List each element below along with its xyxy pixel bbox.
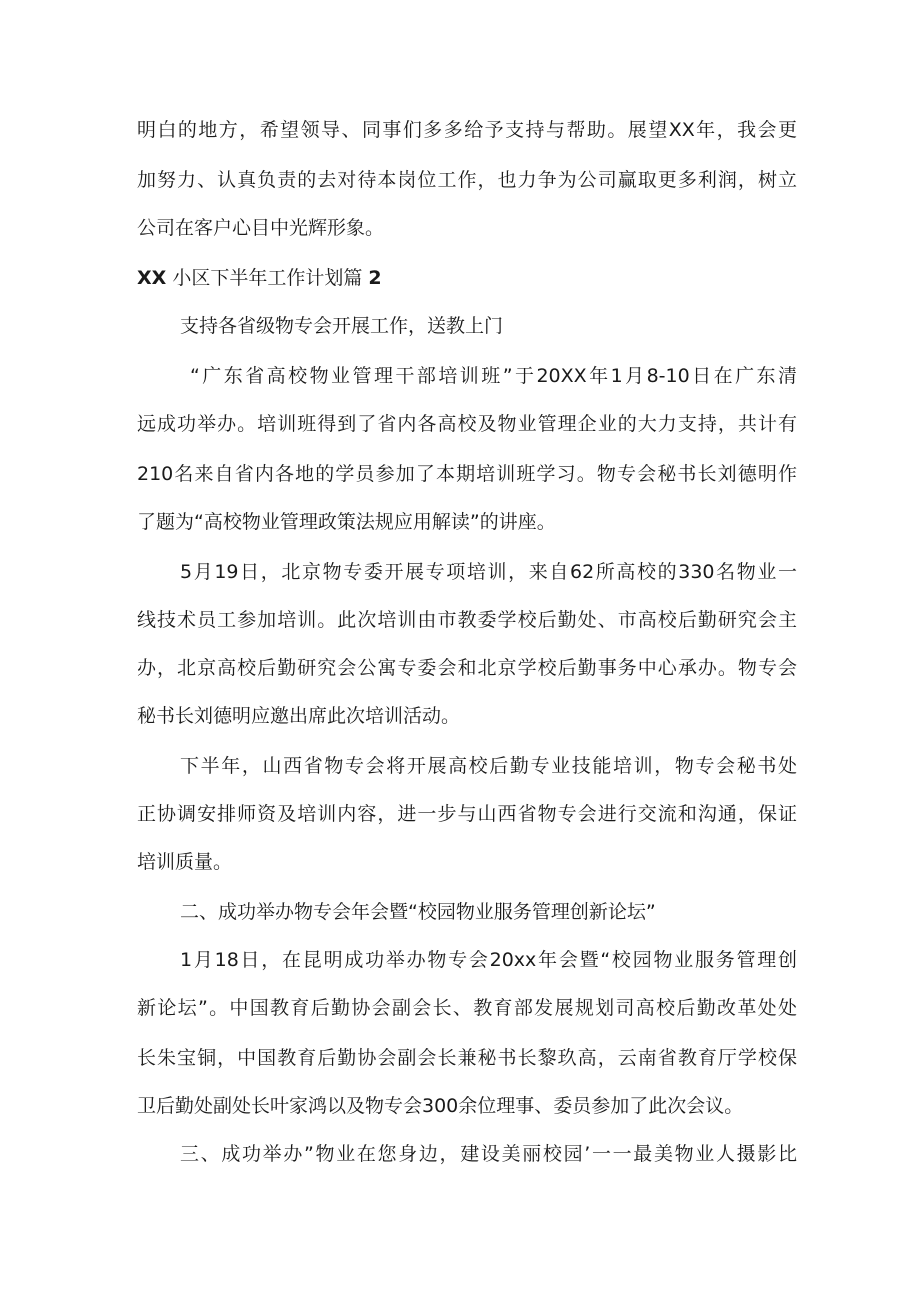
paragraph-line: 5月19日，北京物专委开展专项培训，来自62所高校的330名物业一 (180, 561, 797, 583)
paragraph-line: 210名来自省内各地的学员参加了本期培训班学习。物专会秘书长刘德明作 (137, 463, 797, 485)
paragraph-line: 新论坛”。中国教育后勤协会副会长、教育部发展规划司高校后勤改革处处 (137, 997, 797, 1019)
paragraph-line: 办，北京高校后勤研究会公寓专委会和北京学校后勤事务中心承办。物专会 (137, 657, 797, 679)
paragraph-line: 了题为“高校物业管理政策法规应用解读”的讲座。 (137, 511, 556, 533)
paragraph-line: 明白的地方，希望领导、同事们多多给予支持与帮助。展望XX年，我会更 (137, 119, 797, 141)
subheading-line: 二、成功举办物专会年会暨“校园物业服务管理创新论坛” (180, 901, 656, 923)
paragraph-line: 加努力、认真负责的去对待本岗位工作，也力争为公司赢取更多利润，树立 (137, 169, 797, 191)
heading-prefix: XX (137, 267, 167, 289)
paragraph-line: 公司在客户心目中光辉形象。 (137, 217, 385, 239)
paragraph-line: “广东省高校物业管理干部培训班”于20XX年1月8-10日在广东清 (190, 365, 797, 387)
heading-number: 2 (368, 267, 382, 289)
section-heading (137, 266, 382, 290)
paragraph-line: 下半年，山西省物专会将开展高校后勤专业技能培训，物专会秘书处 (180, 755, 797, 777)
paragraph-line: 培训质量。 (137, 851, 233, 873)
paragraph-line: 1月18日，在昆明成功举办物专会20xx年会暨“校园物业服务管理创 (180, 949, 797, 971)
paragraph-line: 卫后勤处副处长叶家鸿以及物专会300余位理事、委员参加了此次会议。 (137, 1095, 744, 1117)
paragraph-line: 远成功举办。培训班得到了省内各高校及物业管理企业的大力支持，共计有 (137, 413, 797, 435)
subheading-line: 支持各省级物专会开展工作，送教上门 (180, 315, 504, 337)
heading-title: 小区下半年工作计划篇 (166, 267, 369, 289)
paragraph-line: 长朱宝铜，中国教育后勤协会副会长兼秘书长黎玖高，云南省教育厅学校保 (137, 1047, 797, 1069)
paragraph-line: 三、成功举办”物业在您身边，建设美丽校园’一一最美物业人摄影比 (180, 1143, 797, 1165)
paragraph-line: 正协调安排师资及培训内容，进一步与山西省物专会进行交流和沟通，保证 (137, 803, 797, 825)
paragraph-line: 秘书长刘德明应邀出席此次培训活动。 (137, 705, 461, 727)
paragraph-line: 线技术员工参加培训。此次培训由市教委学校后勤处、市高校后勤研究会主 (137, 609, 797, 631)
